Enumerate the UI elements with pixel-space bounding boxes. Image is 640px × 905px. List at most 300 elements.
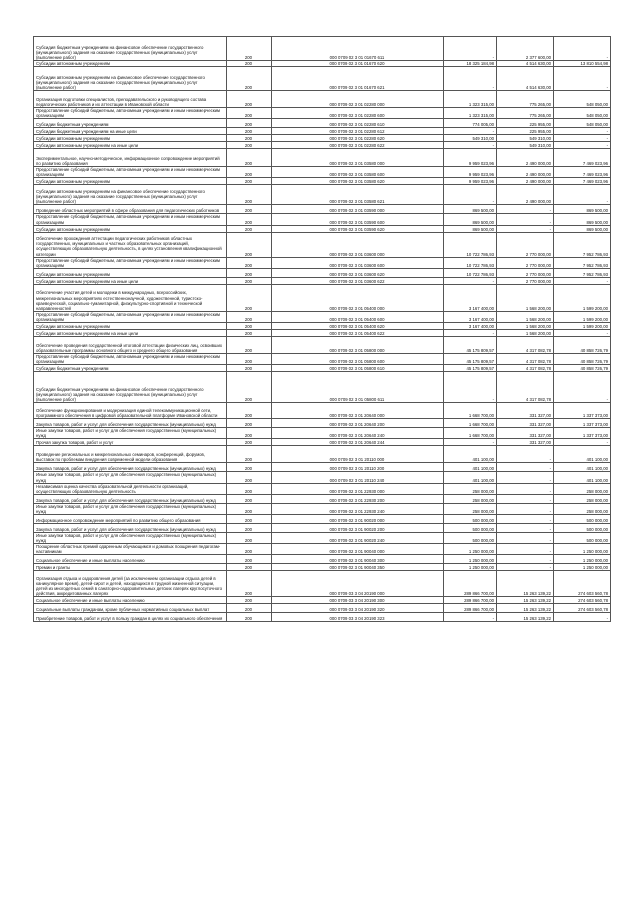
row-executed-amount: 1 568 200,00 xyxy=(497,284,554,311)
row-budget-code: 000 0709 02 3 01 02280 600 xyxy=(272,108,444,119)
table-row xyxy=(34,463,611,472)
row-executed-amount: 549 310,00 xyxy=(497,142,554,149)
row-budget-code: 000 0709 02 3 01 02280 620 xyxy=(272,135,444,142)
row-unexecuted-amount: 548 050,00 xyxy=(554,108,611,119)
row-budget-code: 000 0709 02 3 01 02280 622 xyxy=(272,142,444,149)
row-unexecuted-amount: 548 050,00 xyxy=(554,119,611,128)
row-code: 200 xyxy=(227,167,272,178)
row-code: 200 xyxy=(227,149,272,167)
row-code: 200 xyxy=(227,37,272,61)
row-code: 200 xyxy=(227,365,272,372)
row-code: 200 xyxy=(227,178,272,185)
row-code: 200 xyxy=(227,463,272,472)
row-name: Предоставление субсидий бюджетным, автономным учреждениям и иным некоммерческим организациям xyxy=(34,311,227,322)
row-approved-amount: 3 167 400,00 xyxy=(444,311,497,322)
row-budget-code: 000 0709 02 3 01 03590 620 xyxy=(272,225,444,232)
row-code: 200 xyxy=(227,108,272,119)
row-unexecuted-amount: 401 100,00 xyxy=(554,463,611,472)
row-approved-amount: 10 722 786,93 xyxy=(444,257,497,268)
row-code: 200 xyxy=(227,604,272,613)
row-approved-amount: 869 500,00 xyxy=(444,225,497,232)
row-approved-amount: - xyxy=(444,67,497,91)
row-approved-amount: 1 668 700,00 xyxy=(444,419,497,428)
row-executed-amount: - xyxy=(497,564,554,571)
row-budget-code: 000 0709 02 3 01 03580 000 xyxy=(272,149,444,167)
table-row xyxy=(34,613,611,622)
budget-table xyxy=(33,36,611,622)
row-unexecuted-amount: 1 599 200,00 xyxy=(554,311,611,322)
row-code: 200 xyxy=(227,503,272,514)
row-approved-amount: 289 866 700,00 xyxy=(444,604,497,613)
row-budget-code: 000 0709 02 3 01 20110 000 xyxy=(272,446,444,463)
row-code: 200 xyxy=(227,330,272,337)
row-budget-code: 000 0709 02 3 01 05800 610 xyxy=(272,365,444,372)
row-budget-code: 000 0709 02 3 01 03580 620 xyxy=(272,178,444,185)
row-unexecuted-amount: 869 500,00 xyxy=(554,205,611,214)
row-unexecuted-amount: 1 599 200,00 xyxy=(554,323,611,330)
row-code: 200 xyxy=(227,613,272,622)
table-row xyxy=(34,354,611,365)
row-approved-amount: 1 250 000,00 xyxy=(444,544,497,555)
row-approved-amount: - xyxy=(444,613,497,622)
row-executed-amount: 2 770 000,00 xyxy=(497,268,554,277)
row-executed-amount: 4 317 082,78 xyxy=(497,354,554,365)
row-name: Закупка товаров, работ и услуг для обеспечения государственных (муниципальных) нужд xyxy=(34,463,227,472)
row-unexecuted-amount: 40 858 726,79 xyxy=(554,354,611,365)
row-executed-amount: 2 770 000,00 xyxy=(497,257,554,268)
row-approved-amount: 1 250 000,00 xyxy=(444,564,497,571)
row-budget-code: 000 0709 02 3 01 03590 600 xyxy=(272,214,444,225)
row-executed-amount: 4 514 630,00 xyxy=(497,67,554,91)
row-budget-code: 000 0709 02 3 01 20640 240 xyxy=(272,428,444,439)
row-budget-code: 000 0709 02 3 01 01670 620 xyxy=(272,61,444,67)
row-name: Субсидии автономным учреждениям на иные цели xyxy=(34,277,227,284)
row-approved-amount: 401 100,00 xyxy=(444,472,497,483)
row-executed-amount: 4 317 082,78 xyxy=(497,372,554,403)
row-executed-amount: - xyxy=(497,225,554,232)
table-row xyxy=(34,419,611,428)
row-name: Обеспечение функционирования и модернизация единой телекоммуникационной сети, программного обеспечения в цифровой образовательной платформе Ивановской области xyxy=(34,403,227,419)
row-unexecuted-amount: 40 858 726,79 xyxy=(554,337,611,354)
row-code: 200 xyxy=(227,494,272,503)
row-approved-amount: 401 100,00 xyxy=(444,446,497,463)
row-approved-amount: 9 959 023,96 xyxy=(444,149,497,167)
row-unexecuted-amount: - xyxy=(554,439,611,446)
row-unexecuted-amount: - xyxy=(554,37,611,61)
table-row xyxy=(34,284,611,311)
table-row xyxy=(34,532,611,543)
row-code: 200 xyxy=(227,268,272,277)
row-unexecuted-amount: 7 952 786,93 xyxy=(554,268,611,277)
row-budget-code: 000 0709 02 3 01 03580 600 xyxy=(272,167,444,178)
row-budget-code: 000 0709 03 3 04 20190 323 xyxy=(272,613,444,622)
row-executed-amount: - xyxy=(497,523,554,532)
row-unexecuted-amount: - xyxy=(554,330,611,337)
row-name: Независимая оценка качества образовательной деятельности организаций, осуществляющих образовательную деятельность xyxy=(34,483,227,494)
row-name: Предоставление субсидий бюджетным, автономным учреждениям и иным некоммерческим организациям xyxy=(34,167,227,178)
row-approved-amount: 1 668 700,00 xyxy=(444,403,497,419)
row-name: Социальные выплаты гражданам, кроме публичных нормативных социальных выплат xyxy=(34,604,227,613)
row-executed-amount: 1 568 200,00 xyxy=(497,311,554,322)
row-executed-amount: - xyxy=(497,205,554,214)
row-budget-code: 000 0709 02 3 01 90040 300 xyxy=(272,555,444,564)
table-row xyxy=(34,365,611,372)
row-code: 200 xyxy=(227,514,272,523)
row-approved-amount: 258 000,00 xyxy=(444,503,497,514)
row-code: 200 xyxy=(227,277,272,284)
budget-report-sheet xyxy=(33,36,610,622)
row-unexecuted-amount: 7 469 023,96 xyxy=(554,149,611,167)
row-approved-amount: - xyxy=(444,128,497,135)
row-unexecuted-amount: 274 603 560,78 xyxy=(554,604,611,613)
row-name: Субсидии автономным учреждениям на иные цели xyxy=(34,142,227,149)
table-row xyxy=(34,564,611,571)
row-name: Субсидии бюджетным учреждениям xyxy=(34,119,227,128)
row-unexecuted-amount: 548 050,00 xyxy=(554,91,611,108)
row-name: Премии и гранты xyxy=(34,564,227,571)
row-code: 200 xyxy=(227,91,272,108)
row-name: Субсидии бюджетным учреждениям на финансовое обеспечение государственного (муниципального) задания на оказание государственных (муниципальных) услуг (выполнение работ) xyxy=(34,372,227,403)
row-budget-code: 000 0709 02 3 01 05400 000 xyxy=(272,284,444,311)
row-approved-amount: 549 310,00 xyxy=(444,135,497,142)
table-row xyxy=(34,472,611,483)
row-budget-code: 000 0709 02 3 01 05800 611 xyxy=(272,372,444,403)
row-approved-amount: - xyxy=(444,439,497,446)
table-row xyxy=(34,119,611,128)
row-executed-amount: - xyxy=(497,555,554,564)
row-code: 200 xyxy=(227,323,272,330)
table-row xyxy=(34,108,611,119)
row-budget-code: 000 0709 02 3 01 22930 000 xyxy=(272,483,444,494)
row-executed-amount: 15 263 139,22 xyxy=(497,571,554,597)
row-unexecuted-amount: 274 603 560,78 xyxy=(554,571,611,597)
row-unexecuted-amount: 1 337 373,00 xyxy=(554,428,611,439)
row-name: Иные закупки товаров, работ и услуг для обеспечения государственных (муниципальных) нужд xyxy=(34,532,227,543)
row-unexecuted-amount: - xyxy=(554,613,611,622)
row-approved-amount: 3 167 400,00 xyxy=(444,323,497,330)
table-row xyxy=(34,446,611,463)
row-name: Обеспечение участия детей и молодежи в международных, всероссийских, межрегиональных мероприятиях естественнонаучной, художественной, туристско-краеведческой, социально-гуманитарной, физкультурно-спортивной и технической направленностей xyxy=(34,284,227,311)
row-approved-amount: 289 866 700,00 xyxy=(444,597,497,604)
row-executed-amount: 4 317 082,78 xyxy=(497,337,554,354)
row-code: 200 xyxy=(227,185,272,205)
row-unexecuted-amount: 1 250 000,00 xyxy=(554,544,611,555)
row-approved-amount: 500 000,00 xyxy=(444,514,497,523)
table-row xyxy=(34,330,611,337)
row-name: Социальное обеспечение и иные выплаты населению xyxy=(34,555,227,564)
row-executed-amount: 775 265,00 xyxy=(497,108,554,119)
row-executed-amount: 331 327,00 xyxy=(497,439,554,446)
row-executed-amount: 331 327,00 xyxy=(497,428,554,439)
row-executed-amount: 1 568 200,00 xyxy=(497,330,554,337)
row-budget-code: 000 0709 02 3 01 01670 611 xyxy=(272,37,444,61)
table-row xyxy=(34,372,611,403)
row-code: 200 xyxy=(227,61,272,67)
row-name: Обеспечение прохождения аттестации педагогических работников областных государственных, муниципальных и частных образовательных организаций, осуществляющих образовательную деятельность, в целях установления квалификационной категории xyxy=(34,232,227,257)
row-budget-code: 000 0709 02 3 01 03580 621 xyxy=(272,185,444,205)
table-row xyxy=(34,135,611,142)
row-unexecuted-amount: 258 000,00 xyxy=(554,503,611,514)
row-budget-code: 000 0709 02 3 01 02280 610 xyxy=(272,119,444,128)
row-budget-code: 000 0709 02 3 01 20640 000 xyxy=(272,403,444,419)
row-code: 200 xyxy=(227,67,272,91)
row-approved-amount: 45 175 809,57 xyxy=(444,365,497,372)
row-code: 200 xyxy=(227,403,272,419)
table-row xyxy=(34,142,611,149)
table-row xyxy=(34,91,611,108)
row-name: Поощрение областных премий одаренным обучающимся и домовых поощрения педагогам-наставникам xyxy=(34,544,227,555)
row-unexecuted-amount: 7 469 023,96 xyxy=(554,167,611,178)
table-row xyxy=(34,503,611,514)
budget-table-body xyxy=(34,37,611,622)
row-approved-amount: 9 959 023,96 xyxy=(444,167,497,178)
row-name: Приобретение товаров, работ и услуг в пользу граждан в целях их социального обеспечения xyxy=(34,613,227,622)
row-executed-amount: - xyxy=(497,463,554,472)
row-unexecuted-amount: 500 000,00 xyxy=(554,523,611,532)
row-name: Субсидии автономным учреждениям на финансовое обеспечение государственного (муниципального) задания на оказание государственных (муниципальных) услуг (выполнение работ) xyxy=(34,185,227,205)
row-budget-code: 000 0709 03 3 04 20190 300 xyxy=(272,597,444,604)
table-row xyxy=(34,428,611,439)
row-executed-amount: 775 265,00 xyxy=(497,91,554,108)
row-code: 200 xyxy=(227,257,272,268)
row-unexecuted-amount: - xyxy=(554,185,611,205)
table-row xyxy=(34,571,611,597)
table-row xyxy=(34,128,611,135)
row-budget-code: 000 0709 02 3 01 90040 350 xyxy=(272,564,444,571)
row-approved-amount: 45 175 809,57 xyxy=(444,354,497,365)
row-executed-amount: 2 377 600,00 xyxy=(497,37,554,61)
row-approved-amount: 869 500,00 xyxy=(444,205,497,214)
row-name: Субсидии бюджетным учреждениям xyxy=(34,365,227,372)
row-budget-code: 000 0709 02 3 01 90040 000 xyxy=(272,544,444,555)
row-budget-code: 000 0709 02 3 01 05400 600 xyxy=(272,311,444,322)
row-approved-amount: 1 250 000,00 xyxy=(444,555,497,564)
row-executed-amount: 4 514 630,00 xyxy=(497,61,554,67)
row-unexecuted-amount: 13 810 554,98 xyxy=(554,61,611,67)
row-code: 200 xyxy=(227,225,272,232)
row-budget-code: 000 0709 02 3 01 03600 622 xyxy=(272,277,444,284)
row-name: Предоставление субсидий бюджетным, автономным учреждениям и иным некоммерческим организациям xyxy=(34,108,227,119)
row-code: 200 xyxy=(227,555,272,564)
row-budget-code: 000 0709 02 3 01 05400 620 xyxy=(272,323,444,330)
row-name: Закупка товаров, работ и услуг для обеспечения государственных (муниципальных) нужд xyxy=(34,494,227,503)
row-unexecuted-amount: 869 500,00 xyxy=(554,225,611,232)
table-row xyxy=(34,597,611,604)
row-executed-amount: 2 770 000,00 xyxy=(497,232,554,257)
row-name: Предоставление субсидий бюджетным, автономным учреждениям и иным некоммерческим организациям xyxy=(34,257,227,268)
row-name: Предоставление субсидий бюджетным, автономным учреждениям и иным некоммерческим организациям xyxy=(34,354,227,365)
row-unexecuted-amount: - xyxy=(554,128,611,135)
table-row xyxy=(34,403,611,419)
table-row xyxy=(34,185,611,205)
table-row xyxy=(34,544,611,555)
row-code: 200 xyxy=(227,564,272,571)
row-name: Экспериментальное, научно-методическое, информационное сопровождение мероприятий по развитию образования xyxy=(34,149,227,167)
table-row xyxy=(34,232,611,257)
row-budget-code: 000 0709 02 3 01 22930 200 xyxy=(272,494,444,503)
row-approved-amount: 45 175 809,57 xyxy=(444,337,497,354)
row-name: Организация подготовки специалистов, преподавательского и руководящего состава педагогических работников и их аттестации в Ивановской области xyxy=(34,91,227,108)
table-row xyxy=(34,167,611,178)
row-unexecuted-amount: - xyxy=(554,135,611,142)
row-approved-amount: 258 000,00 xyxy=(444,494,497,503)
row-executed-amount: 2 490 000,00 xyxy=(497,178,554,185)
row-name: Проведение областных мероприятий в сфере образования для педагогических работников xyxy=(34,205,227,214)
row-code: 200 xyxy=(227,439,272,446)
table-row xyxy=(34,268,611,277)
row-code: 200 xyxy=(227,544,272,555)
table-row xyxy=(34,439,611,446)
row-budget-code: 000 0709 02 3 01 90020 240 xyxy=(272,532,444,543)
table-row xyxy=(34,178,611,185)
row-executed-amount: - xyxy=(497,483,554,494)
row-budget-code: 000 0709 02 3 01 05800 000 xyxy=(272,337,444,354)
row-budget-code: 000 0709 02 3 01 03600 620 xyxy=(272,268,444,277)
row-unexecuted-amount: 7 469 023,96 xyxy=(554,178,611,185)
row-code: 200 xyxy=(227,232,272,257)
row-name: Прочая закупка товаров, работ и услуг xyxy=(34,439,227,446)
row-budget-code: 000 0709 02 3 01 03600 600 xyxy=(272,257,444,268)
row-code: 200 xyxy=(227,128,272,135)
table-row xyxy=(34,494,611,503)
row-name: Субсидии автономным учреждениям на иные цели xyxy=(34,330,227,337)
row-unexecuted-amount: 7 952 786,93 xyxy=(554,257,611,268)
row-approved-amount: - xyxy=(444,372,497,403)
table-row xyxy=(34,323,611,330)
row-executed-amount: 2 490 000,00 xyxy=(497,185,554,205)
row-approved-amount: - xyxy=(444,277,497,284)
row-budget-code: 000 0709 02 3 01 01670 621 xyxy=(272,67,444,91)
table-row xyxy=(34,483,611,494)
row-executed-amount: 2 490 000,00 xyxy=(497,167,554,178)
row-budget-code: 000 0709 02 3 01 02280 612 xyxy=(272,128,444,135)
row-executed-amount: - xyxy=(497,214,554,225)
row-unexecuted-amount: 1 337 373,00 xyxy=(554,419,611,428)
row-approved-amount: 401 100,00 xyxy=(444,463,497,472)
row-name: Субсидии автономным учреждениям xyxy=(34,61,227,67)
row-name: Субсидии автономным учреждениям xyxy=(34,225,227,232)
row-budget-code: 000 0709 02 3 01 02280 000 xyxy=(272,91,444,108)
row-code: 200 xyxy=(227,354,272,365)
row-executed-amount: 549 310,00 xyxy=(497,135,554,142)
row-approved-amount: 869 500,00 xyxy=(444,214,497,225)
row-executed-amount: 225 955,00 xyxy=(497,119,554,128)
row-executed-amount: - xyxy=(497,544,554,555)
row-unexecuted-amount: 500 000,00 xyxy=(554,532,611,543)
table-row xyxy=(34,523,611,532)
row-approved-amount: - xyxy=(444,330,497,337)
row-budget-code: 000 0709 02 3 01 22930 240 xyxy=(272,503,444,514)
table-row xyxy=(34,277,611,284)
row-executed-amount: - xyxy=(497,514,554,523)
row-name: Социальное обеспечение и иные выплаты населению xyxy=(34,597,227,604)
row-budget-code: 000 0709 02 3 01 20640 200 xyxy=(272,419,444,428)
row-name: Субсидии автономным учреждениям xyxy=(34,135,227,142)
row-executed-amount: - xyxy=(497,446,554,463)
row-code: 200 xyxy=(227,205,272,214)
row-unexecuted-amount: 1 250 000,00 xyxy=(554,564,611,571)
row-approved-amount: 289 866 700,00 xyxy=(444,571,497,597)
row-executed-amount: 1 568 200,00 xyxy=(497,323,554,330)
table-row xyxy=(34,225,611,232)
row-unexecuted-amount: 1 337 373,00 xyxy=(554,403,611,419)
row-code: 200 xyxy=(227,337,272,354)
row-approved-amount: 500 000,00 xyxy=(444,523,497,532)
row-approved-amount: - xyxy=(444,142,497,149)
row-name: Иные закупки товаров, работ и услуг для обеспечения государственных (муниципальных) нужд xyxy=(34,472,227,483)
row-executed-amount: 15 263 139,22 xyxy=(497,613,554,622)
row-name: Субсидия бюджетным учреждениям на финансовое обеспечение государственного (муниципального) задания на оказание государственных (муниципальных) услуг (выполнение работ) xyxy=(34,37,227,61)
row-unexecuted-amount: 7 952 786,93 xyxy=(554,232,611,257)
row-budget-code: 000 0709 02 3 01 03590 000 xyxy=(272,205,444,214)
row-name: Субсидии автономным учреждениям xyxy=(34,323,227,330)
row-name: Организация отдыха и оздоровления детей (за исключением организации отдыха детей в каникулярное время), детей-сирот и детей, находящихся в трудной жизненной ситуации, детей из многодетных семей в санаторно-оздоровительных детских лагерях круглосуточного действия, аккредитованных лагерях xyxy=(34,571,227,597)
row-budget-code: 000 0709 02 3 01 90020 000 xyxy=(272,514,444,523)
row-budget-code: 000 0709 02 3 01 20110 200 xyxy=(272,463,444,472)
table-row xyxy=(34,67,611,91)
row-unexecuted-amount: 40 858 726,79 xyxy=(554,365,611,372)
row-name: Информационное сопровождение мероприятий по развитию общего образования xyxy=(34,514,227,523)
row-unexecuted-amount: - xyxy=(554,67,611,91)
table-row xyxy=(34,149,611,167)
row-code: 200 xyxy=(227,214,272,225)
row-unexecuted-amount: - xyxy=(554,372,611,403)
row-budget-code: 000 0709 02 3 01 03600 000 xyxy=(272,232,444,257)
row-name: Проведение региональных и межрегиональных семинаров, конференций, форумов, выставок по проблемам внедрения современной модели образования xyxy=(34,446,227,463)
row-executed-amount: - xyxy=(497,532,554,543)
table-row xyxy=(34,604,611,613)
row-approved-amount: - xyxy=(444,185,497,205)
row-code: 200 xyxy=(227,597,272,604)
row-code: 200 xyxy=(227,311,272,322)
table-row xyxy=(34,205,611,214)
row-unexecuted-amount: 274 603 560,78 xyxy=(554,597,611,604)
row-executed-amount: - xyxy=(497,494,554,503)
row-executed-amount: 2 770 000,00 xyxy=(497,277,554,284)
row-name: Предоставление субсидий бюджетным, автономным учреждениям и иным некоммерческим организациям xyxy=(34,214,227,225)
row-budget-code: 000 0709 02 3 01 05800 600 xyxy=(272,354,444,365)
row-unexecuted-amount: 401 100,00 xyxy=(554,446,611,463)
row-approved-amount: - xyxy=(444,37,497,61)
row-approved-amount: 18 325 184,98 xyxy=(444,61,497,67)
row-name: Обеспечение проведения государственной итоговой аттестации физических лиц, освоивших образовательные программы основного общего и среднего общего образования xyxy=(34,337,227,354)
row-code: 200 xyxy=(227,135,272,142)
row-budget-code: 000 0709 03 3 04 20190 320 xyxy=(272,604,444,613)
row-name: Субсидии бюджетным учреждениям на иные цели xyxy=(34,128,227,135)
row-executed-amount: 331 327,00 xyxy=(497,403,554,419)
row-unexecuted-amount: 1 599 200,00 xyxy=(554,284,611,311)
row-budget-code: 000 0709 02 3 01 20640 244 xyxy=(272,439,444,446)
table-row xyxy=(34,337,611,354)
row-name: Закупка товаров, работ и услуг для обеспечения государственных (муниципальных) нужд xyxy=(34,523,227,532)
row-name: Субсидии автономным учреждениям на финансовое обеспечение государственного (муниципального) задания на оказание государственных (муниципальных) услуг (выполнение работ) xyxy=(34,67,227,91)
row-approved-amount: 10 722 786,93 xyxy=(444,268,497,277)
row-code: 200 xyxy=(227,119,272,128)
row-approved-amount: 1 323 315,00 xyxy=(444,91,497,108)
row-budget-code: 000 0709 02 3 01 20110 240 xyxy=(272,472,444,483)
row-budget-code: 000 0709 03 3 04 20190 000 xyxy=(272,571,444,597)
row-unexecuted-amount: - xyxy=(554,277,611,284)
row-executed-amount: - xyxy=(497,503,554,514)
table-row xyxy=(34,37,611,61)
row-approved-amount: 258 000,00 xyxy=(444,483,497,494)
row-budget-code: 000 0709 02 3 01 90020 200 xyxy=(272,523,444,532)
row-unexecuted-amount: 869 500,00 xyxy=(554,214,611,225)
row-code: 200 xyxy=(227,284,272,311)
row-approved-amount: 1 323 315,00 xyxy=(444,108,497,119)
row-unexecuted-amount: - xyxy=(554,142,611,149)
row-approved-amount: 500 000,00 xyxy=(444,532,497,543)
